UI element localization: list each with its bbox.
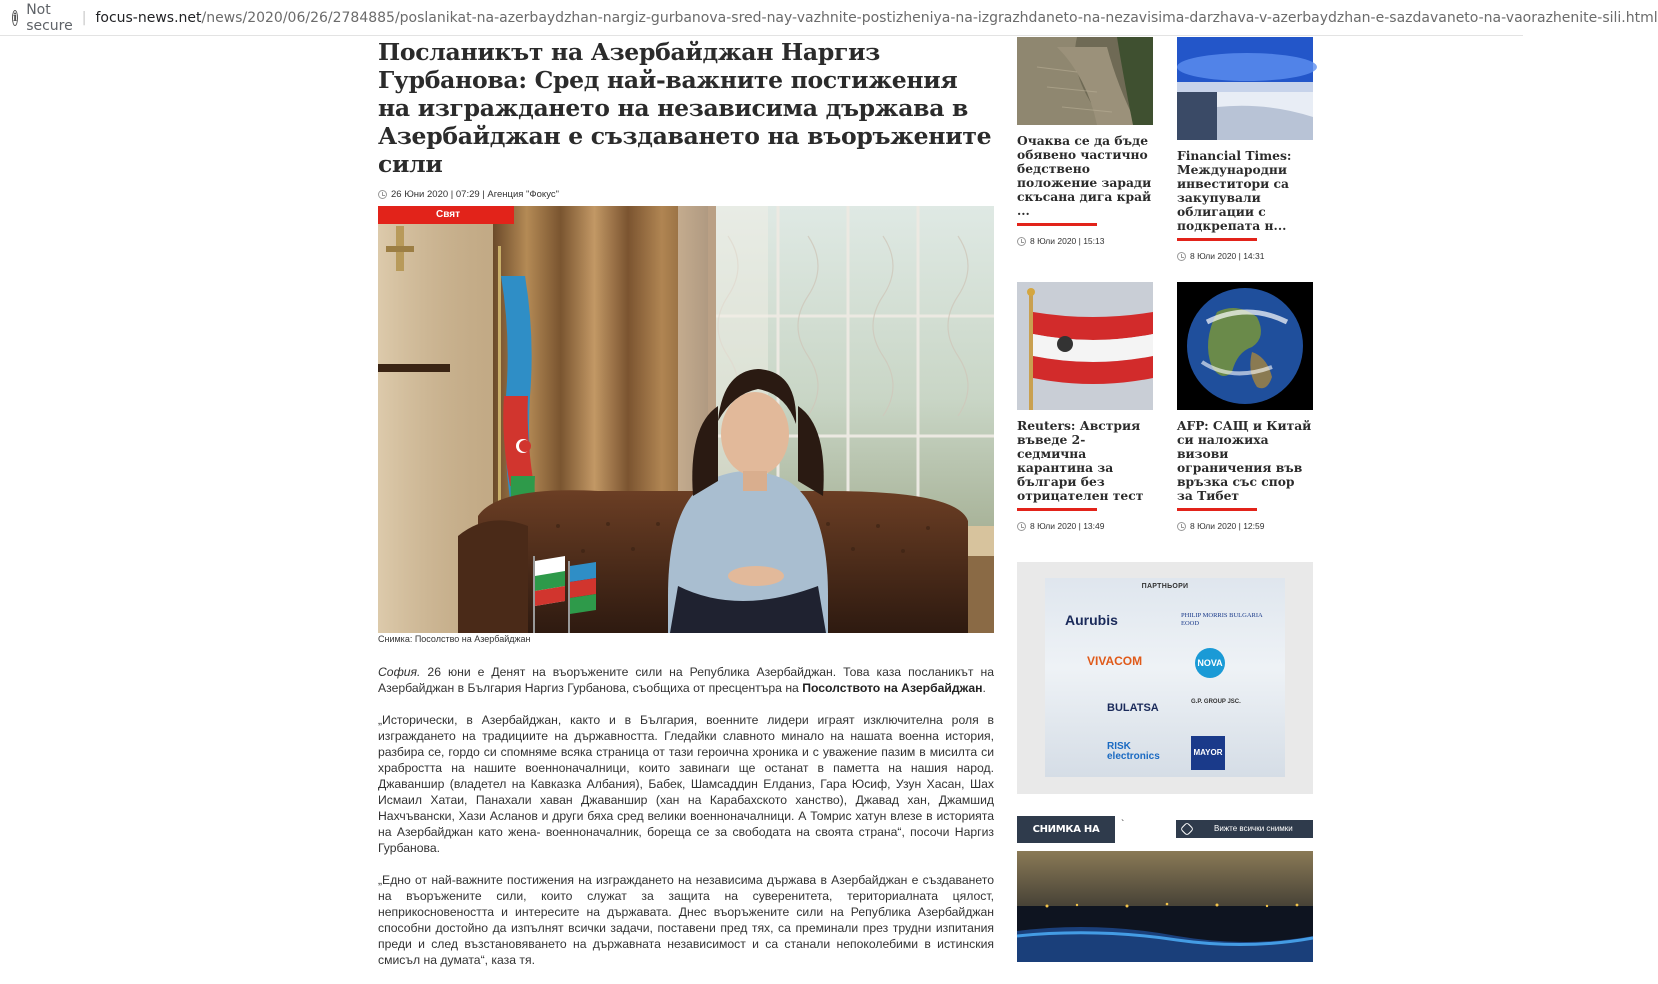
gp-group-logo[interactable]: G.P. GROUP JSC. (1191, 699, 1241, 705)
news-thumbnail[interactable] (1017, 37, 1153, 125)
url-text[interactable] (95, 10, 1657, 26)
article-date: 26 Юни 2020 | 07:29 | Агенция "Фокус" (391, 188, 559, 200)
news-item[interactable] (1177, 282, 1313, 531)
photo-of-day-title: СНИМКА НА (1017, 816, 1115, 843)
news-item[interactable] (1017, 37, 1153, 246)
article-title: Посланикът на Азербайджан Наргиз Гурбанова: Сред най-важните постижения на изграждането на независима държава в Азербайджан е създаването на въоръжените сили (378, 38, 992, 178)
article-paragraph (378, 664, 994, 696)
article-paragraph: „Исторически, в Азербайджан, както и в България, военните лидери играят изключителна роля в изграждането на традициите на държавността. Гледайки славното минало на нашата военна история, разбира се, гордо си спомняме всяка страница от тази героична хроника и с уважение пазим в мисилта си храбростта на нашите военноначалници, които завинаги ще останат в паметта на нашия народ. Джаваншир (владетел на Кавказка Албания), Бабек, Шамсаддин Елданиз, Гара Юсиф, Узун Хасан, Шах Исмаил Хатаи, Панахали хаван Джаваншир (хан на Карабахското ханство), Джавад хан, Джамшид Нахчъвански, Хази Асланов и други бяха сред велики военноначалници. А Томрис хатун влезе в историята на Азербайджан като жена- военноначалник, бореща се за свободата на своята страна“, посочи Наргиз Гурбанова. (378, 713, 994, 855)
article (378, 38, 994, 984)
mayor-logo[interactable]: MAYOR (1191, 736, 1225, 770)
security-label: Not secure (26, 1, 73, 34)
news-meta (1177, 521, 1313, 531)
photo-caption: Снимка: Посолство на Азербайджан (378, 634, 531, 644)
news-date: 8 Юли 2020 | 15:13 (1030, 236, 1105, 246)
aurubis-logo[interactable]: Aurubis (1065, 612, 1118, 628)
news-meta (1177, 251, 1313, 261)
all-photos-button[interactable] (1176, 820, 1313, 838)
embassy-link[interactable]: Посолството на Азербайджан (802, 681, 983, 695)
article-meta (378, 188, 994, 200)
partners-heading: ПАРТНЬОРИ (1141, 583, 1189, 590)
austria-flag-image (1017, 282, 1153, 410)
title-underline (1017, 508, 1097, 511)
address-divider: | (81, 9, 87, 26)
nova-logo[interactable]: NOVA (1195, 648, 1225, 678)
address-bar[interactable] (0, 0, 1658, 36)
paragraph-end: . (982, 681, 986, 695)
news-meta (1017, 521, 1153, 531)
river-image (1017, 37, 1153, 125)
philip-morris-logo[interactable]: PHILIP MORRIS BULGARIA EOOD (1181, 612, 1263, 627)
dateline: София. (378, 665, 421, 679)
url-host: focus-news.net (95, 9, 202, 26)
news-item[interactable] (1017, 282, 1153, 531)
info-icon[interactable]: i (13, 10, 18, 24)
clock-icon (1177, 252, 1186, 261)
header-mark: ` (1121, 819, 1125, 830)
news-item[interactable] (1177, 37, 1313, 261)
news-thumbnail[interactable] (1177, 37, 1313, 140)
photo-of-day-header (1017, 816, 1313, 843)
partners-banner[interactable] (1017, 562, 1313, 794)
title-underline (1017, 223, 1097, 226)
news-title[interactable]: Очаква се да бъде обявено частично бедствено положение заради скъсана дига край ... (1017, 133, 1152, 218)
ambassador-photo (378, 206, 994, 633)
category-badge[interactable]: Свят (378, 206, 514, 224)
title-underline (1177, 508, 1257, 511)
risk-logo[interactable]: RISK electronics (1107, 741, 1160, 762)
link-icon (1180, 822, 1194, 836)
bulatsa-logo[interactable]: BULATSA (1107, 702, 1159, 714)
partners-panel[interactable] (1045, 578, 1285, 777)
news-date: 8 Юли 2020 | 14:31 (1190, 251, 1265, 261)
clock-icon (1017, 237, 1026, 246)
night-coast-image (1017, 851, 1313, 957)
paragraph-text: 26 юни е Денят на въоръжените сили на Република Азербайджан. Това каза посланикът на Азербайджан в България Наргиз Гурбанова, съобщиха от пресцентъра на (378, 665, 994, 695)
news-meta (1017, 236, 1153, 246)
article-photo[interactable] (378, 206, 994, 633)
news-title[interactable]: AFP: САЩ и Китай си наложиха визови ограничения във връзка със спор за Тибет (1177, 418, 1312, 503)
news-thumbnail[interactable] (1177, 282, 1313, 410)
title-underline (1177, 238, 1257, 241)
news-thumbnail[interactable] (1017, 282, 1153, 410)
clock-icon (378, 190, 387, 199)
news-title[interactable]: Reuters: Австрия въведе 2-седмична карантина за българи без отрицателен тест (1017, 418, 1144, 503)
earth-image (1177, 282, 1313, 410)
news-date: 8 Юли 2020 | 12:59 (1190, 521, 1265, 531)
vivacom-logo[interactable]: VIVACOM (1087, 654, 1143, 668)
police-light-image (1177, 37, 1313, 140)
news-date: 8 Юли 2020 | 13:49 (1030, 521, 1105, 531)
clock-icon (1017, 522, 1026, 531)
photo-of-day-image[interactable] (1017, 851, 1313, 957)
url-path: /news/2020/06/26/2784885/poslanikat-na-azerbaydzhan-nargiz-gurbanova-sred-nay-vazhnite-postizheniya-na-izgrazhdaneto-na-nezavisima-darzhava-v-azerbaydzhan-e-sazdavaneto-na-vaorazhenite-sili.html (201, 9, 1658, 26)
article-body (378, 664, 994, 968)
article-paragraph: „Едно от най-важните постижения на изграждането на независима държава в Азербайджан е създаването на въоръжените сили, които служат за защита на суверенитета, териториалната цялост, неприкосновеността и интересите на държавата. Днес въоръжените сили на Република Азербайджан способни достойно да изпълнят всички задачи, поставени пред тях, са преминали през трудни изпитания преди и след възстановяването на държавната независимост и са станали непоколебими в истинския смисъл на думата“, каза тя. (378, 873, 994, 967)
all-photos-label: Вижте всички снимки (1214, 824, 1293, 833)
clock-icon (1177, 522, 1186, 531)
news-title[interactable]: Financial Times: Международни инвеститори са закупували облигации с подкрепата н... (1177, 148, 1292, 233)
